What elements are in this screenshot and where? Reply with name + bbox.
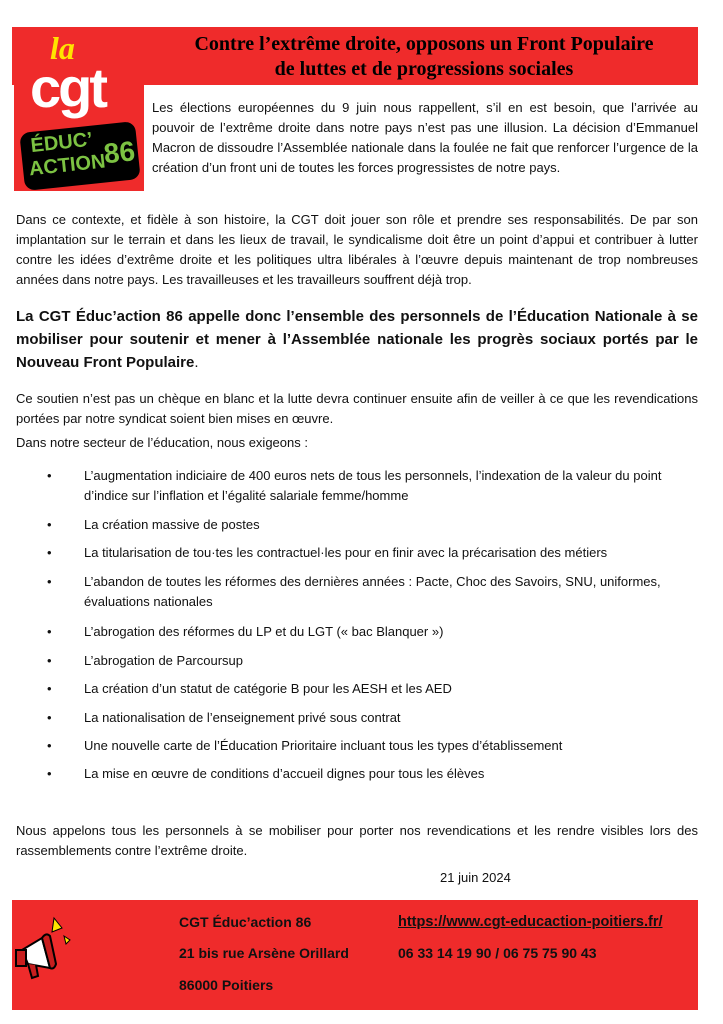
bullet: • [47,517,52,532]
bullet: • [47,710,52,725]
demand-text: L’abandon de toutes les réformes des dernières années : Pacte, Choc des Savoirs, SNU, uniformes, évaluations nationales [84,574,661,609]
bullet: • [47,468,52,483]
footer-city: 86000 Poitiers [179,977,274,993]
footer-phones: 06 33 14 19 90 / 06 75 75 90 43 [398,945,597,961]
demand-text: L’augmentation indiciaire de 400 euros nets de tous les personnels, l’indexation de la valeur du point d’indice sur l’inflation et l’égalité salariale femme/homme [84,468,662,503]
demands-intro: Dans notre secteur de l’éducation, nous exigeons : [16,435,308,450]
bullet: • [47,653,52,668]
cgt-educaction-logo [14,27,144,191]
logo-la-text: la [50,30,75,66]
footer-street: 21 bis rue Arsène Orillard [179,945,349,961]
website-link[interactable]: https://www.cgt-educaction-poitiers.fr/ [398,914,663,930]
demand-text: L’abrogation des réformes du LP et du LGT (« bac Blanquer ») [84,624,444,639]
call-end: . [194,354,199,371]
logo-action-text: ACTION [27,150,107,181]
demand-text: La création massive de postes [84,517,260,532]
call-text: La CGT Éduc’action 86 appelle donc l’ensemble des personnels de l’Éducation Nationale à se mobiliser pour soutenir et mener à l’Assemblée nationale les progrès sociaux portés par le Nouveau Front Populaire [16,308,698,371]
page-title [150,32,698,82]
support-paragraph: Ce soutien n’est pas un chèque en blanc et la lutte devra continuer ensuite afin de veiller à ce que les revendications portées par notre syndicat soient bien mises en œuvre. [16,391,698,426]
call-paragraph [16,305,698,374]
megaphone-icon [10,912,80,992]
document-date: 21 juin 2024 [440,870,511,885]
bullet: • [47,681,52,696]
demand-text: La mise en œuvre de conditions d’accueil dignes pour tous les élèves [84,766,485,781]
intro-paragraph: Les élections européennes du 9 juin nous rappellent, s’il en est besoin, que l’arrivée au pouvoir de l’extrême droite dans notre pays n’est pas une illusion. La décision d’Emmanuel Macron de dissoudre l’Assemblée nationale dans la foulée ne fait que renforcer l’urgence de la création d’un front uni de toutes les forces progressistes de notre pays. [152,100,698,175]
bullet: • [47,574,52,589]
demand-text: La création d’un statut de catégorie B pour les AESH et les AED [84,681,452,696]
title-line-1: Contre l’extrême droite, opposons un Front Populaire [194,33,654,55]
context-paragraph: Dans ce contexte, et fidèle à son histoire, la CGT doit jouer son rôle et prendre ses responsabilités. De par son implantation sur le terrain et dans les lieux de travail, le syndicalisme doit être un point d’appui et contribuer à lutter contre les idées d’extrême droite et les politiques ultra libérales à l’œuvre depuis maintenant de trop nombreuses années dans notre pays. Les travailleuses et les travailleurs souffrent déjà trop. [16,212,698,287]
demand-text: La nationalisation de l’enseignement privé sous contrat [84,710,401,725]
demand-text: L’abrogation de Parcoursup [84,653,244,668]
logo-number: 86 [102,135,137,170]
logo-educ-text: ÉDUC’ [29,128,94,158]
demand-text: Une nouvelle carte de l’Éducation Prioritaire incluant tous les types d’établissement [84,738,563,753]
closing-paragraph: Nous appelons tous les personnels à se mobiliser pour porter nos revendications et les rendre visibles lors des rassemblements contre l’extrême droite. [16,823,698,858]
logo-educaction-badge [19,121,140,191]
bullet: • [47,738,52,753]
logo-cgt-text: cgt [30,56,105,119]
bullet: • [47,624,52,639]
demand-text: La titularisation de tou·tes les contractuel·les pour en finir avec la précarisation des métiers [84,545,608,560]
bullet: • [47,545,52,560]
footer-org-name: CGT Éduc’action 86 [179,914,312,930]
title-line-2: de luttes et de progressions sociales [274,58,574,80]
bullet: • [47,766,52,781]
